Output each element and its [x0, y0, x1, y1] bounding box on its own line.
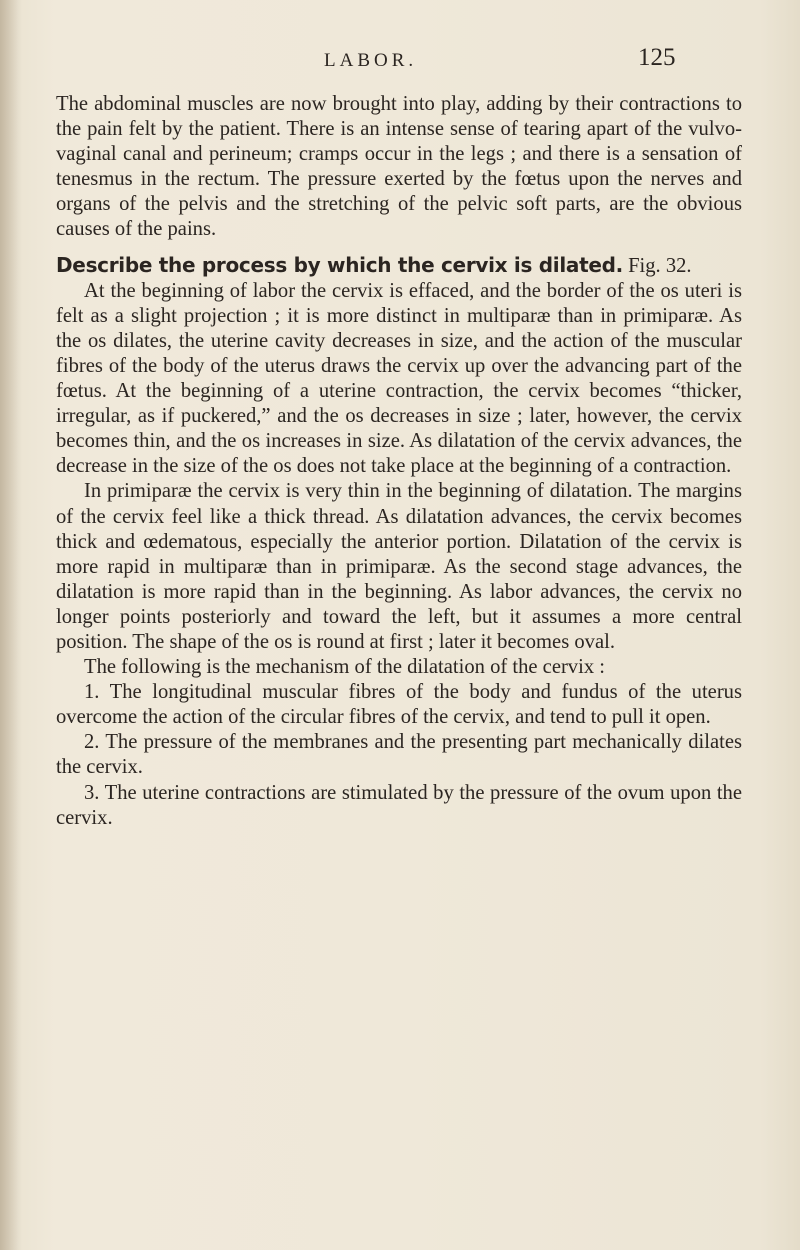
paragraph-abdominal-muscles: The abdominal muscles are now brought into play, adding by their contractions to the pain felt by the patient. There is an intense sense of tearing apart of the vulvo-vaginal canal and perineum; cramps occur in the legs ; and there is a sensation of tenesmus in the rectum. The pressure exerted by the fœtus upon the nerves and organs of the pelvis and the stretching of the pelvic soft parts, are the obvious causes of the pains.	[56, 93, 742, 241]
figure-reference: Fig. 32.	[622, 254, 692, 277]
list-item-1: 1. The longitudinal muscular fibres of the body and fundus of the uterus overcome the action of the circular fibres of the cervix, and tend to pull it open.	[56, 681, 742, 729]
paragraph-mechanism-intro: The following is the mechanism of the dilatation of the cervix :	[84, 656, 605, 679]
paragraph-primiparae: In primiparæ the cervix is very thin in the beginning of dilatation. The margins of the cervix feel like a thick thread. As dilatation advances, the cervix becomes thick and œdematous, especially the anterior portion. Dilatation of the cervix is more rapid in multiparæ than in primiparæ. As the second stage advances, the dilatation is more rapid than in the beginning. As labor advances, the cervix no longer points posteriorly and toward the left, but it assumes a more central position. The shape of the os is round at first ; later it becomes oval.	[56, 480, 742, 653]
body-text	[56, 92, 742, 831]
gutter-shadow	[0, 0, 22, 1250]
question-heading	[56, 253, 742, 279]
list-item-2: 2. The pressure of the membranes and the presenting part mechanically dilates the cervix.	[56, 731, 742, 779]
running-head: LABOR.	[324, 50, 418, 71]
list-item-3: 3. The uterine contractions are stimulated by the pressure of the ovum upon the cervix.	[56, 781, 742, 829]
paragraph-effacement: At the beginning of labor the cervix is effaced, and the border of the os uteri is felt as a slight projection ; it is more distinct in multiparæ than in primiparæ. As the os dilates, the uterine cavity decreases in size, and the action of the muscular fibres of the body of the uterus draws the cervix up over the advancing part of the fœtus. At the beginning of a uterine contraction, the cervix becomes “thicker, irregular, as if puckered,” and the os decreases in size ; later, however, the cervix becomes thin, and the os increases in size. As dilatation of the cervix advances, the decrease in the size of the os does not take place at the beginning of a contraction.	[56, 279, 742, 478]
page-number: 125	[638, 44, 676, 71]
question-text: Describe the process by which the cervix is dilated.	[56, 252, 623, 277]
